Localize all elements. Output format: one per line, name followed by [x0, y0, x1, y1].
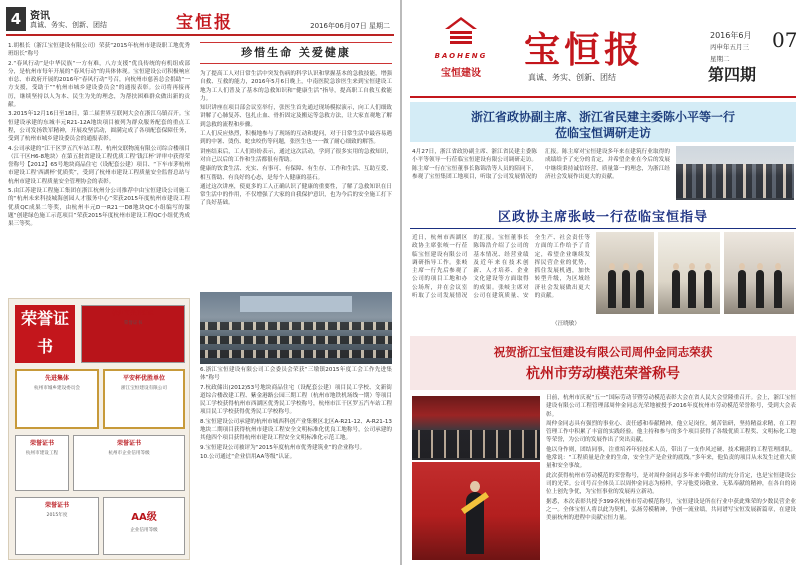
news-item: 9.宝恒建设公司被评为“2015年度杭州市优秀建筑业”的企业称号。 — [200, 444, 366, 451]
masthead-slogan: 真诚、务实、创新、团结 — [528, 73, 616, 82]
masthead-period: 第四期 — [708, 65, 757, 84]
certificate: 荣誉证书 杭州市企业信用等级 — [73, 435, 185, 491]
feature-body — [200, 70, 392, 300]
header-slogan: 真诚、务实、创新、团结 — [30, 21, 107, 29]
masthead-issue-number: 07 — [772, 28, 798, 52]
news-item: 5.由江苏建设工程施工集团在浙江杭州分公司推荐中由宝恒建设公司施工的“杭州未来科技城海创园人才服务中心”荣获2015年度杭州市建设工程优质QC成果二等奖，由杭州丰元D一R21一D8地块QC小组编写的课题“创建绿色施工示范项目”荣获2015年度杭州市建设工程QC小组优秀成果三等奖。 — [8, 188, 190, 228]
certificates-collage — [8, 298, 190, 560]
news-item: 4.公司承建的“江干区罗五汽车站工程、杭州交联物流有限公司综合楼项目（江干区H6-8地块）在第五批省建设工程优质工程‘钱江杯’评审中获得荣誉称号【2012】65号地块商品住宅（设配套公建）项目、“下车市茅杭州市建设工程‘西湖杯’优质奖”，受到了杭州市建设工程质量安全监督总站与杭州市建设工程质量安全管理协会的表彰。 — [8, 145, 190, 185]
certificate: 平安杯优胜单位 浙江宝恒建设有限公司 — [103, 369, 185, 429]
certificate: 杭州市先进班组 荣誉证书 — [81, 305, 185, 363]
masthead-lunar-date: 丙申年五月三 — [710, 43, 749, 51]
article3-headline: 祝贺浙江宝恒建设有限公司周仲金同志荣获 — [493, 345, 713, 359]
site-visit-photo — [596, 232, 654, 314]
header-date: 2016年06月07日 星期二 — [310, 22, 390, 30]
news-item: 2.“春风行动”是中华民族“一方有难，八方支援”优良传统的有机组成部分，是杭州市每年开展的“春风行动”的具体体现。宝恒建设公司积极响应市总、市政府开展的2016年“春风行动”号召，向杭州市慈善总会捐助“一方支援，受助于”“杭州市城乡建设委员会”的通报表彰。公司将再接再厉，继续坚持以人为本、民生为先的理念，为帮扶困难群众做出新的贡献。 — [8, 60, 190, 109]
feature-paragraph: 工人们反应热烈，积极地参与了现场的互动和提问，对于日常生活中最容易遇到的中暑、烫伤、蛇虫咬伤等问题，张医生也一一做了耐心细致的解答。 — [200, 131, 392, 146]
certificates-heading: 荣誉证书 — [15, 305, 75, 363]
company-logo — [430, 16, 492, 88]
masthead-weekday: 星期二 — [710, 55, 730, 63]
article1-subheadline: 莅临宝恒调研走访 — [554, 126, 651, 140]
article3-paragraph: 周仲金同志具有强烈的事业心、责任感和奉献精神，他立足岗位，刻苦钻研，坚持精益求精，在工程管理工作中积累了丰富的实践经验。他主持和参与的多个项目获得了各级优质工程奖、文明标化工地等荣誉，为公司的发展作出了突出贡献。 — [546, 420, 796, 444]
masthead-divider — [410, 96, 796, 98]
award-winner-photo — [412, 462, 540, 560]
feature-article — [200, 42, 392, 302]
article3-headline-band — [410, 336, 796, 390]
article1-headline: 浙江省政协副主席、浙江省民建主委陈小平等一行 — [470, 110, 735, 124]
news-item: 6.浙江宝恒建设有限公司工会委员会荣获“三墩镇2015年度工会工作先进集体”称号 — [200, 367, 392, 382]
feature-paragraph: 知识讲座在项目部会议室举行，张医生首先通过现场模拟演示，向工人们细致讲解了心肺复苏、包扎止血、骨折固定及搬运等急救方法，让大家直观地了解到急救的流程和步骤。 — [200, 105, 392, 128]
article3-paragraph: 此次获得杭州市劳动模范的荣誉称号，是对周仲金同志多年来辛勤付出的充分肯定，也是宝恒建设公司的光荣。公司号召全体员工以周仲金同志为榜样，学习他爱岗敬业、无私奉献的精神，在各自的岗位上创先争优，为宝恒事业的发展再立新功。 — [546, 472, 796, 496]
news-item: 10.公司通过“企业信用AA等级”认证。 — [200, 453, 296, 460]
news-column-1 — [8, 42, 190, 294]
news-column-2 — [200, 366, 392, 562]
left-page-header — [6, 6, 394, 36]
article1-body: 4月27日，浙江省政协副主席、浙江省民建主委陈小平等领导一行莅临宝恒建设有限公司调研走访。陈主席一行在宝恒董事长陈锦浩等人员的陪同下，参观了宝恒集团工地项目，听取了公司发展情况的汇报。陈主席对宝恒建设多年来在建筑行业取得的成绩给予了充分的肯定，并希望企业在今后的发展中继续秉持诚信经营、质量第一的理念，为浙江经济社会发展作出更大的贡献。 — [412, 149, 670, 180]
certificate: 荣誉证书 杭州市建设工程 — [15, 435, 69, 491]
article3-body — [546, 394, 796, 562]
feature-paragraph: 为了提高工人对日常生活中突发伤病的科学认识和掌握基本的急救技能，增强自救、互救的能力，2016年5月6日晚上，中南医院急诊医生来到宝恒建设工地为工人们普及了基本的急救知识和“健康生活”指导，提高职工自救互救能力。 — [200, 71, 392, 102]
site-visit-photo — [724, 232, 794, 314]
group-visit-photo — [676, 146, 794, 200]
news-item: 7.杭政储出(2012)53号地块商品住宅（设配套公建）项目民工学校、文新街道综合楼改建工程、紫金港路公园三期工程（杭州市地铁机场线一期）等项目民工学校获得杭州市西湖区优秀民工学校称号，杭州市江干区罗五汽车站工程项目民工学校获得优秀民工学校称号。 — [200, 384, 392, 416]
article3-paragraph: 日前，杭州市庆祝“五一”国际劳动节暨劳动模范表彰大会在省人民大会堂隆重召开。会上，浙江宝恒建设有限公司工程管理部周仲金同志光荣地被授予2016年度杭州市劳动模范荣誉称号，受到大会表彰。 — [546, 395, 796, 418]
article3-paragraph: 他以身作则，团结同事，注重培养年轻技术人员，带出了一支作风过硬、技术精湛的工程管理团队。他常说：“工程质量是企业的生命，安全生产是企业的底线。”多年来，他负责的项目从未发生过重大质量和安全事故。 — [546, 446, 796, 470]
article2-body: 近日，杭州市西湖区政协主席张岐一行莅临宝恒建设有限公司调研指导工作。张岐主席一行先后参观了公司的项目工地和办公场所，并在会议室听取了公司发展情况的汇报。宝恒董事长陈锦浩介绍了公司的基本情况、经营业绩及近年来在技术创新、人才培养、企业文化建设等方面取得的成果。张岐主席对公司在建筑质量、安全生产、社会责任等方面的工作给予了肯定，希望企业继续发挥民营企业的优势，抓住发展机遇，加快转型升级，为区域经济社会发展做出更大的贡献。 — [412, 235, 590, 300]
certificate: 荣誉证书 2015年度 — [15, 497, 99, 555]
page-number: 4 — [6, 7, 26, 31]
article3-subheadline: 杭州市劳动模范荣誉称号 — [526, 366, 680, 382]
logo-chinese: 宝恒建设 — [441, 68, 481, 79]
meeting-photo — [200, 292, 392, 364]
feature-paragraph: 通过这次讲座，使更多的工人正确认识了健康的重要性，了解了急救知识在日常生活中的作用，不仅增强了大家的自我保护意识，也为今后的安全施工打下了良好基础。 — [200, 183, 392, 207]
news-item: 3.2015年12月16日至18日，第二届世界互联网大会在浙江乌镇召开。宝恒建设承建的东城丰元R21-12A地块项目被列为群众服务配套的重点工程，公司发扬铁军精神，开展攻坚活动，圆满完成了各项配套保障任务，受到了杭州市城乡建设委员会的通报表彰。 — [8, 111, 190, 143]
baoheng-logo-icon — [444, 16, 478, 48]
certificates-background — [8, 298, 190, 560]
masthead-title: 宝恒报 — [524, 29, 645, 71]
news-item: 1.胡根长（浙江宝恒建设有限公司）荣获“2015年杭州市建设职工地优秀班组长”称号 — [8, 43, 190, 58]
feature-paragraph: 健康的饮食生活、充实、有事可、有保障、有生存、工作和生活、互助互爱、相互帮助、有良好的心态，是每个人健康的基石。 — [200, 166, 392, 181]
article2-byline: （汪晓敏） — [552, 321, 580, 327]
article3-paragraph: 据悉，本次表彰共授予399名杭州市劳动模范称号，宝恒建设是所在行业中获此殊荣的少数民营企业之一。全体宝恒人将以此为契机，弘扬劳模精神，争创一流业绩，共同谱写宝恒发展新篇章，在建设美丽杭州的进程中贡献宝恒力量。 — [546, 498, 796, 522]
header-brand: 宝恒报 — [176, 13, 233, 33]
right-page — [400, 0, 800, 565]
certificate: 先进集体 杭州市城乡建设委员会 — [15, 369, 99, 429]
logo-english: BAOHENG — [434, 52, 488, 60]
certificate: AA级 企业信用等级 — [103, 497, 185, 555]
article2-divider — [410, 228, 796, 229]
feature-title: 珍惜生命 关爱健康 — [200, 42, 392, 64]
article2-headline: 区政协主席张岐一行莅临宝恒指导 — [497, 210, 708, 225]
site-visit-photo — [658, 232, 720, 314]
masthead-date: 2016年6月 — [710, 31, 752, 40]
feature-paragraph: 讲座结束后，工人们纷纷表示，通过这次活动，学到了很多实用的急救知识，对自己以后的工作和生活都很有帮助。 — [200, 148, 392, 163]
news-item: 8.宝恒建设公司承建的杭州市城西科创产业集聚区北区A-R21-12、A-R21-13地块二期项目获得杭州市建设工程安全文明标准化优良工地称号，公司承建的其他四个项目获得杭州市建设工程安全文明标准化示范工地。 — [200, 418, 392, 442]
article1-headline-band — [410, 102, 796, 142]
section-title: 资讯 — [30, 11, 50, 22]
ceremony-hall-photo — [412, 396, 540, 460]
